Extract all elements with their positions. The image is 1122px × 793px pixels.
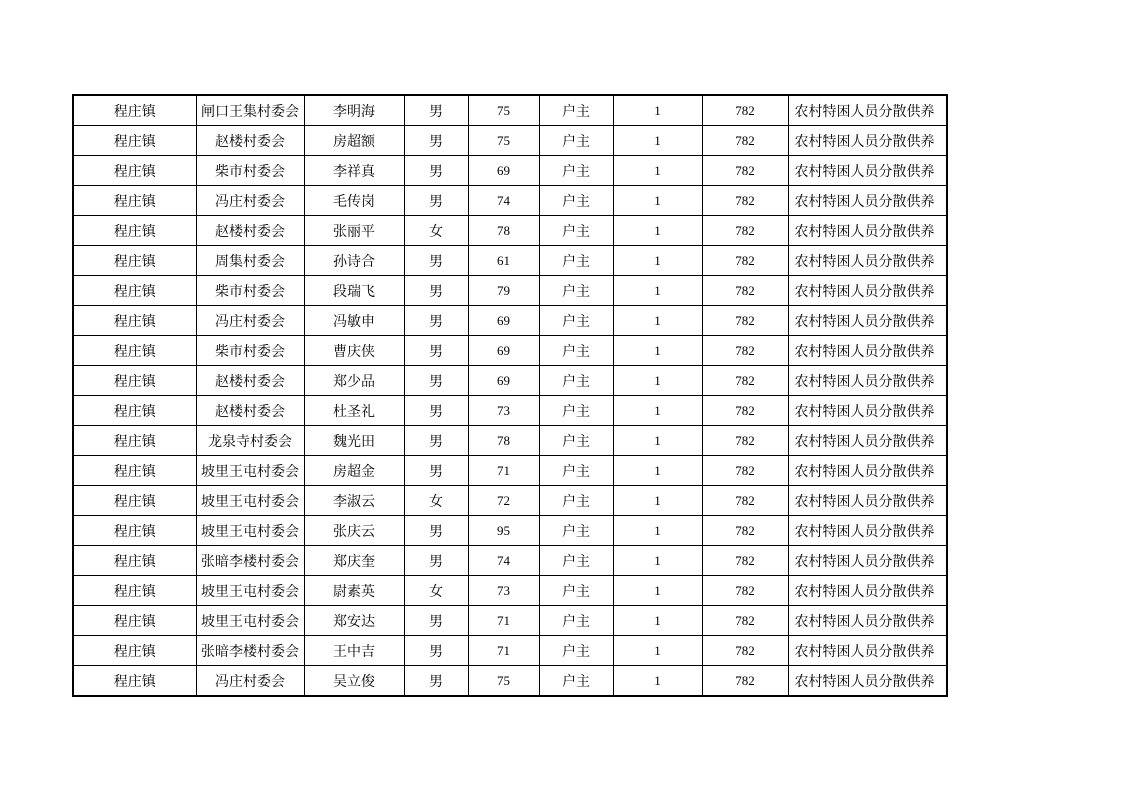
relation-cell: 户主	[539, 666, 613, 697]
category-cell: 农村特困人员分散供养	[788, 576, 947, 606]
name-cell: 毛传岗	[304, 186, 404, 216]
name-cell: 李淑云	[304, 486, 404, 516]
village-committee-cell: 冯庄村委会	[196, 186, 304, 216]
town-cell: 程庄镇	[73, 576, 196, 606]
age-cell: 71	[468, 636, 539, 666]
gender-cell: 男	[404, 246, 468, 276]
gender-cell: 男	[404, 336, 468, 366]
table-row	[73, 546, 947, 576]
gender-cell: 男	[404, 126, 468, 156]
town-cell: 程庄镇	[73, 336, 196, 366]
name-cell: 孙诗合	[304, 246, 404, 276]
gender-cell: 女	[404, 216, 468, 246]
household-size-cell: 1	[613, 666, 702, 697]
household-size-cell: 1	[613, 456, 702, 486]
category-cell: 农村特困人员分散供养	[788, 95, 947, 126]
household-size-cell: 1	[613, 636, 702, 666]
gender-cell: 男	[404, 95, 468, 126]
town-cell: 程庄镇	[73, 606, 196, 636]
household-size-cell: 1	[613, 246, 702, 276]
name-cell: 冯敏申	[304, 306, 404, 336]
relation-cell: 户主	[539, 126, 613, 156]
relation-cell: 户主	[539, 546, 613, 576]
household-size-cell: 1	[613, 126, 702, 156]
age-cell: 78	[468, 426, 539, 456]
age-cell: 69	[468, 306, 539, 336]
gender-cell: 男	[404, 366, 468, 396]
amount-cell: 782	[702, 666, 788, 697]
relation-cell: 户主	[539, 95, 613, 126]
gender-cell: 男	[404, 636, 468, 666]
age-cell: 71	[468, 606, 539, 636]
category-cell: 农村特困人员分散供养	[788, 606, 947, 636]
amount-cell: 782	[702, 276, 788, 306]
table-row	[73, 486, 947, 516]
household-size-cell: 1	[613, 216, 702, 246]
age-cell: 75	[468, 95, 539, 126]
household-size-cell: 1	[613, 516, 702, 546]
age-cell: 73	[468, 396, 539, 426]
name-cell: 房超额	[304, 126, 404, 156]
gender-cell: 男	[404, 426, 468, 456]
relation-cell: 户主	[539, 306, 613, 336]
name-cell: 王中吉	[304, 636, 404, 666]
town-cell: 程庄镇	[73, 666, 196, 697]
village-committee-cell: 赵楼村委会	[196, 396, 304, 426]
category-cell: 农村特困人员分散供养	[788, 666, 947, 697]
village-committee-cell: 坡里王屯村委会	[196, 576, 304, 606]
name-cell: 吴立俊	[304, 666, 404, 697]
gender-cell: 男	[404, 186, 468, 216]
amount-cell: 782	[702, 426, 788, 456]
age-cell: 95	[468, 516, 539, 546]
amount-cell: 782	[702, 396, 788, 426]
town-cell: 程庄镇	[73, 456, 196, 486]
town-cell: 程庄镇	[73, 276, 196, 306]
village-committee-cell: 坡里王屯村委会	[196, 516, 304, 546]
town-cell: 程庄镇	[73, 95, 196, 126]
name-cell: 尉素英	[304, 576, 404, 606]
amount-cell: 782	[702, 216, 788, 246]
household-size-cell: 1	[613, 576, 702, 606]
amount-cell: 782	[702, 636, 788, 666]
age-cell: 75	[468, 666, 539, 697]
category-cell: 农村特困人员分散供养	[788, 126, 947, 156]
table-row	[73, 606, 947, 636]
amount-cell: 782	[702, 126, 788, 156]
household-size-cell: 1	[613, 486, 702, 516]
table-row	[73, 456, 947, 486]
village-committee-cell: 龙泉寺村委会	[196, 426, 304, 456]
household-size-cell: 1	[613, 186, 702, 216]
category-cell: 农村特困人员分散供养	[788, 486, 947, 516]
household-size-cell: 1	[613, 156, 702, 186]
table-row	[73, 246, 947, 276]
table-row	[73, 516, 947, 546]
age-cell: 69	[468, 366, 539, 396]
gender-cell: 男	[404, 396, 468, 426]
relation-cell: 户主	[539, 246, 613, 276]
table-row	[73, 276, 947, 306]
category-cell: 农村特困人员分散供养	[788, 516, 947, 546]
village-committee-cell: 冯庄村委会	[196, 306, 304, 336]
relation-cell: 户主	[539, 426, 613, 456]
relation-cell: 户主	[539, 396, 613, 426]
gender-cell: 男	[404, 666, 468, 697]
name-cell: 郑庆奎	[304, 546, 404, 576]
name-cell: 魏光田	[304, 426, 404, 456]
village-committee-cell: 闸口王集村委会	[196, 95, 304, 126]
table-row	[73, 366, 947, 396]
table-row	[73, 636, 947, 666]
amount-cell: 782	[702, 366, 788, 396]
town-cell: 程庄镇	[73, 516, 196, 546]
amount-cell: 782	[702, 606, 788, 636]
village-committee-cell: 柴市村委会	[196, 156, 304, 186]
table-row	[73, 576, 947, 606]
age-cell: 78	[468, 216, 539, 246]
age-cell: 61	[468, 246, 539, 276]
table-row	[73, 156, 947, 186]
table-row	[73, 186, 947, 216]
village-committee-cell: 柴市村委会	[196, 336, 304, 366]
gender-cell: 男	[404, 546, 468, 576]
town-cell: 程庄镇	[73, 546, 196, 576]
table-row	[73, 666, 947, 697]
category-cell: 农村特困人员分散供养	[788, 246, 947, 276]
town-cell: 程庄镇	[73, 426, 196, 456]
household-size-cell: 1	[613, 426, 702, 456]
town-cell: 程庄镇	[73, 246, 196, 276]
name-cell: 杜圣礼	[304, 396, 404, 426]
name-cell: 郑少品	[304, 366, 404, 396]
name-cell: 段瑞飞	[304, 276, 404, 306]
gender-cell: 男	[404, 606, 468, 636]
name-cell: 房超金	[304, 456, 404, 486]
category-cell: 农村特困人员分散供养	[788, 306, 947, 336]
amount-cell: 782	[702, 516, 788, 546]
gender-cell: 男	[404, 456, 468, 486]
age-cell: 69	[468, 156, 539, 186]
relation-cell: 户主	[539, 636, 613, 666]
household-size-cell: 1	[613, 606, 702, 636]
amount-cell: 782	[702, 156, 788, 186]
table-row	[73, 126, 947, 156]
table-body	[73, 95, 947, 696]
relation-cell: 户主	[539, 366, 613, 396]
amount-cell: 782	[702, 576, 788, 606]
village-committee-cell: 周集村委会	[196, 246, 304, 276]
household-size-cell: 1	[613, 95, 702, 126]
town-cell: 程庄镇	[73, 396, 196, 426]
table-row	[73, 95, 947, 126]
category-cell: 农村特困人员分散供养	[788, 156, 947, 186]
town-cell: 程庄镇	[73, 156, 196, 186]
town-cell: 程庄镇	[73, 126, 196, 156]
age-cell: 75	[468, 126, 539, 156]
gender-cell: 女	[404, 486, 468, 516]
household-size-cell: 1	[613, 276, 702, 306]
relation-cell: 户主	[539, 216, 613, 246]
relation-cell: 户主	[539, 276, 613, 306]
category-cell: 农村特困人员分散供养	[788, 456, 947, 486]
age-cell: 72	[468, 486, 539, 516]
relief-recipients-table	[72, 94, 948, 697]
gender-cell: 男	[404, 306, 468, 336]
category-cell: 农村特困人员分散供养	[788, 636, 947, 666]
category-cell: 农村特困人员分散供养	[788, 276, 947, 306]
village-committee-cell: 坡里王屯村委会	[196, 606, 304, 636]
table-row	[73, 306, 947, 336]
relation-cell: 户主	[539, 606, 613, 636]
town-cell: 程庄镇	[73, 636, 196, 666]
relation-cell: 户主	[539, 576, 613, 606]
table-row	[73, 426, 947, 456]
table-row	[73, 216, 947, 246]
amount-cell: 782	[702, 306, 788, 336]
amount-cell: 782	[702, 456, 788, 486]
age-cell: 69	[468, 336, 539, 366]
village-committee-cell: 坡里王屯村委会	[196, 486, 304, 516]
gender-cell: 女	[404, 576, 468, 606]
household-size-cell: 1	[613, 366, 702, 396]
table-row	[73, 336, 947, 366]
age-cell: 74	[468, 546, 539, 576]
town-cell: 程庄镇	[73, 486, 196, 516]
amount-cell: 782	[702, 546, 788, 576]
name-cell: 李明海	[304, 95, 404, 126]
category-cell: 农村特困人员分散供养	[788, 366, 947, 396]
village-committee-cell: 柴市村委会	[196, 276, 304, 306]
village-committee-cell: 赵楼村委会	[196, 366, 304, 396]
relation-cell: 户主	[539, 516, 613, 546]
village-committee-cell: 坡里王屯村委会	[196, 456, 304, 486]
gender-cell: 男	[404, 276, 468, 306]
category-cell: 农村特困人员分散供养	[788, 216, 947, 246]
table-row	[73, 396, 947, 426]
amount-cell: 782	[702, 246, 788, 276]
name-cell: 张丽平	[304, 216, 404, 246]
age-cell: 73	[468, 576, 539, 606]
name-cell: 郑安达	[304, 606, 404, 636]
amount-cell: 782	[702, 95, 788, 126]
gender-cell: 男	[404, 516, 468, 546]
age-cell: 79	[468, 276, 539, 306]
category-cell: 农村特困人员分散供养	[788, 426, 947, 456]
amount-cell: 782	[702, 486, 788, 516]
town-cell: 程庄镇	[73, 306, 196, 336]
village-committee-cell: 冯庄村委会	[196, 666, 304, 697]
town-cell: 程庄镇	[73, 186, 196, 216]
category-cell: 农村特困人员分散供养	[788, 186, 947, 216]
village-committee-cell: 张暗李楼村委会	[196, 636, 304, 666]
town-cell: 程庄镇	[73, 366, 196, 396]
relation-cell: 户主	[539, 456, 613, 486]
household-size-cell: 1	[613, 546, 702, 576]
name-cell: 张庆云	[304, 516, 404, 546]
village-committee-cell: 赵楼村委会	[196, 216, 304, 246]
age-cell: 71	[468, 456, 539, 486]
town-cell: 程庄镇	[73, 216, 196, 246]
name-cell: 李祥真	[304, 156, 404, 186]
household-size-cell: 1	[613, 336, 702, 366]
category-cell: 农村特困人员分散供养	[788, 546, 947, 576]
name-cell: 曹庆侠	[304, 336, 404, 366]
amount-cell: 782	[702, 336, 788, 366]
village-committee-cell: 张暗李楼村委会	[196, 546, 304, 576]
household-size-cell: 1	[613, 306, 702, 336]
village-committee-cell: 赵楼村委会	[196, 126, 304, 156]
relation-cell: 户主	[539, 336, 613, 366]
category-cell: 农村特困人员分散供养	[788, 336, 947, 366]
age-cell: 74	[468, 186, 539, 216]
relation-cell: 户主	[539, 156, 613, 186]
relation-cell: 户主	[539, 486, 613, 516]
category-cell: 农村特困人员分散供养	[788, 396, 947, 426]
household-size-cell: 1	[613, 396, 702, 426]
relation-cell: 户主	[539, 186, 613, 216]
gender-cell: 男	[404, 156, 468, 186]
amount-cell: 782	[702, 186, 788, 216]
